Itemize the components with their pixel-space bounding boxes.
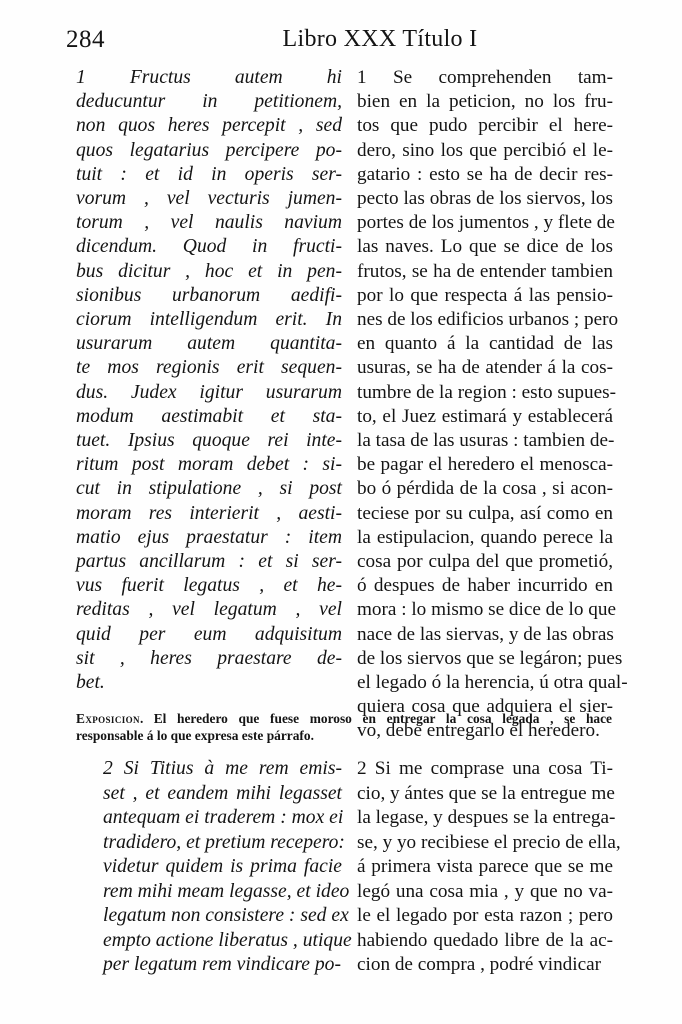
text-line: pecto las obras de los siervos, los	[357, 188, 613, 210]
section-2-spanish-text	[357, 757, 621, 978]
text-line: quiera cosa que adquiera el sier-	[357, 696, 613, 718]
exposition-text-1: El heredero que fuese moroso en entregar la cosa legada , se hace	[153, 711, 612, 726]
text-line: el legado ó la herencia, ú otra qual-	[357, 672, 628, 694]
text-line: cosa por culpa del que prometió,	[357, 551, 613, 573]
text-line: usurarum autem quantita-	[76, 333, 342, 355]
text-line: videtur quidem is prima facie	[103, 856, 342, 877]
text-line: gatario : esto se ha de decir res-	[357, 163, 613, 185]
text-line: matio ejus praestatur : item	[76, 526, 342, 548]
text-line: por lo que respecta á las pensio-	[357, 284, 613, 306]
text-line: ciorum intelligendum erit. In	[76, 309, 342, 331]
text-line: cio, y ántes que se la entregue me	[357, 782, 615, 804]
text-line: quos legatarius percipere po-	[76, 139, 342, 161]
text-line: 2 Si Titius à me rem emis-	[103, 758, 342, 779]
text-line: bien en la peticion, no los fru-	[357, 91, 613, 113]
exposition-label: Exposicion.	[76, 711, 144, 726]
exposition-note	[76, 710, 612, 744]
text-line: portes de los jumentos , y flete de	[357, 212, 615, 234]
text-line: se, y yo recibiese el precio de ella,	[357, 831, 621, 853]
page-number: 284	[66, 26, 105, 53]
text-line: vo, debe entregarlo el heredero.	[357, 720, 600, 742]
text-line: 1 Fructus autem hi	[76, 67, 342, 88]
text-line: 2 Si me comprase una cosa Ti-	[357, 758, 613, 779]
section-2-latin-text	[103, 757, 352, 978]
text-line: set , et eandem mihi legasset	[103, 782, 342, 804]
text-line: las naves. Lo que se dice de los	[357, 236, 613, 258]
text-line: be pagar el heredero el menosca-	[357, 454, 613, 476]
text-line: tos que pudo percibir el here-	[357, 115, 613, 137]
text-line: frutos, se ha de entender tambien	[357, 260, 613, 282]
text-line: la tasa de las usuras : tambien de-	[357, 430, 615, 452]
text-line: per legatum rem vindicare po-	[103, 954, 341, 975]
text-line: legatum non consistere : sed ex	[103, 905, 349, 926]
text-line: á primera vista parece que se me	[357, 856, 613, 877]
exposition-line-1	[76, 710, 612, 727]
exposition-line-2: responsable á lo que expresa este párrafo.	[76, 728, 314, 743]
text-line: rem mihi meam legasse, et ideo	[103, 880, 350, 902]
text-line: ritum post moram debet : si-	[76, 454, 342, 476]
text-line: cion de compra , podré vindicar	[357, 954, 602, 975]
text-line: le el legado por esta razon ; pero	[357, 905, 613, 926]
running-title: Libro XXX Título I	[282, 26, 478, 52]
text-line: en quanto á la cantidad de las	[357, 333, 613, 355]
text-line: legó una cosa mia , y que no va-	[357, 880, 613, 902]
text-line: moram res interierit , aesti-	[76, 502, 342, 524]
text-line: modum aestimabit et sta-	[76, 405, 342, 427]
text-line: nace de las siervas, y de las obras	[357, 623, 614, 645]
text-line: bet.	[76, 672, 105, 694]
text-line: vus fuerit legatus , et he-	[76, 575, 342, 597]
text-line: bus dicitur , hoc et in pen-	[76, 260, 342, 282]
section-1-spanish-text	[357, 66, 628, 744]
text-line: te mos regionis erit sequen-	[76, 357, 342, 379]
text-line: 1 Se comprehenden tam-	[357, 67, 613, 88]
text-line: dero, sino los que percibió el le-	[357, 139, 613, 161]
text-line: nes de los edificios urbanos ; pero	[357, 309, 619, 331]
text-line: sit , heres praestare de-	[76, 647, 342, 669]
text-line: habiendo quedado libre de la ac-	[357, 929, 613, 951]
text-line: teciese por su culpa, así como en	[357, 502, 613, 524]
text-line: tuet. Ipsius quoque rei inte-	[76, 430, 342, 452]
text-line: cut in stipulatione , si post	[76, 478, 342, 500]
text-line: dus. Judex igitur usurarum	[76, 381, 342, 403]
text-line: antequam ei traderem : mox ei	[103, 807, 344, 828]
text-line: tradidero, et pretium recepero:	[103, 831, 345, 853]
text-line: to, el Juez estimará y establecerá	[357, 405, 613, 427]
text-line: la estipulacion, quando perece la	[357, 526, 613, 548]
text-line: non quos heres percepit , sed	[76, 115, 342, 137]
text-line: la legase, y despues se la entrega-	[357, 807, 616, 828]
text-line: dicendum. Quod in fructi-	[76, 236, 342, 258]
text-line: empto actione liberatus , utique	[103, 929, 352, 951]
text-line: sionibus urbanorum aedifi-	[76, 284, 342, 306]
text-line: deducuntur in petitionem,	[76, 91, 342, 113]
section-1-latin-text	[76, 66, 342, 695]
text-line: quid per eum adquisitum	[76, 623, 342, 645]
text-line: partus ancillarum : et si ser-	[76, 551, 342, 573]
text-line: tuit : et id in operis ser-	[76, 163, 342, 185]
text-line: reditas , vel legatum , vel	[76, 599, 342, 621]
text-line: vorum , vel vecturis jumen-	[76, 188, 342, 210]
text-line: bo ó pérdida de la cosa , si acon-	[357, 478, 613, 500]
text-line: tumbre de la region : esto supues-	[357, 381, 616, 403]
page-header	[0, 26, 682, 60]
text-line: mora : lo mismo se dice de lo que	[357, 599, 616, 621]
text-line: ó despues de haber incurrido en	[357, 575, 613, 597]
text-line: usuras, se ha de atender á la cos-	[357, 357, 613, 379]
text-line: de los siervos que se legáron; pues	[357, 647, 623, 669]
text-line: torum , vel naulis navium	[76, 212, 342, 234]
